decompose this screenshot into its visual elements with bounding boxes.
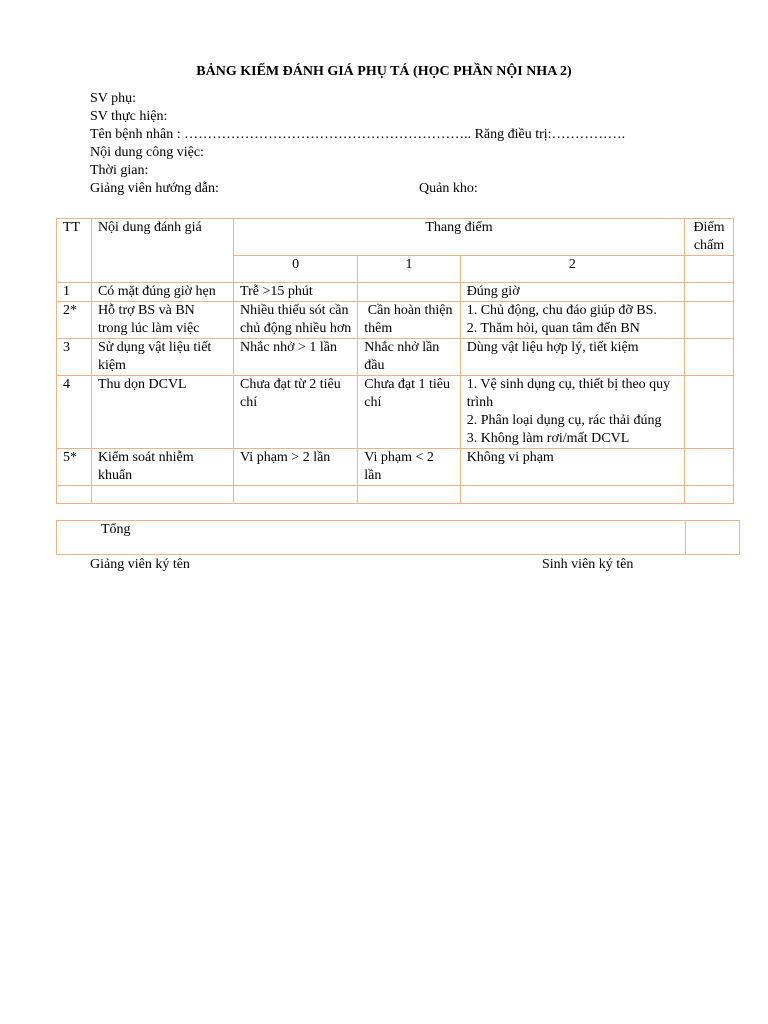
row-score-0: Nhắc nhở > 1 lần <box>234 339 358 376</box>
storekeeper-field: Quản kho: <box>419 181 478 196</box>
empty-cell <box>57 486 92 504</box>
evaluation-table <box>56 218 734 504</box>
table-row <box>57 302 734 339</box>
row-score-1: Nhắc nhở lần đầu <box>358 339 460 376</box>
header-score-0: 0 <box>234 256 358 283</box>
sv-phu-field: SV phụ: <box>90 91 137 106</box>
document-title: BẢNG KIẾM ĐÁNH GIÁ PHỤ TÁ (HỌC PHẦN NỘI NHA 2) <box>196 64 572 79</box>
sv-thuc-hien-field: SV thực hiện: <box>90 109 168 124</box>
lecturer-row <box>90 180 730 198</box>
row-grade-cell[interactable] <box>685 449 734 486</box>
empty-cell <box>358 486 460 504</box>
header-scale: Thang điểm <box>234 219 685 256</box>
row-score-2: Đúng giờ <box>460 283 684 302</box>
table-row <box>57 449 734 486</box>
total-label: Tổng <box>101 522 131 537</box>
empty-cell <box>460 486 684 504</box>
row-tt: 3 <box>57 339 92 376</box>
table-row <box>57 339 734 376</box>
row-score-1 <box>358 283 460 302</box>
lecturer-field: Giảng viên hướng dẫn: <box>90 181 219 196</box>
row-content: Sử dụng vật liệu tiết kiệm <box>91 339 233 376</box>
patient-name-field: Tên bệnh nhân : …………………………………………………….. Răng điều trị:……………. <box>90 127 626 142</box>
row-score-1: Cần hoàn thiện thêm <box>358 302 460 339</box>
row-score-0: Trễ >15 phút <box>234 283 358 302</box>
header-score-2: 2 <box>460 256 684 283</box>
work-content-field: Nội dung công việc: <box>90 145 204 160</box>
lecturer-signature-label: Giảng viên ký tên <box>90 557 190 572</box>
row-tt: 1 <box>57 283 92 302</box>
row-content: Thu dọn DCVL <box>91 376 233 449</box>
header-row <box>57 219 734 256</box>
empty-cell <box>91 486 233 504</box>
row-grade-cell[interactable] <box>685 339 734 376</box>
time-field: Thời gian: <box>90 163 149 178</box>
header-content: Nội dung đánh giá <box>91 219 233 283</box>
row-score-1: Vi phạm < 2 lần <box>358 449 460 486</box>
row-tt: 5* <box>57 449 92 486</box>
empty-cell <box>685 486 734 504</box>
row-score-2: Không vi phạm <box>460 449 684 486</box>
row-score-2: Dùng vật liệu hợp lý, tiết kiệm <box>460 339 684 376</box>
row-score-2: 1. Vệ sinh dụng cụ, thiết bị theo quy trình 2. Phân loại dụng cụ, rác thải đúng 3. Không làm rơi/mất DCVL <box>460 376 684 449</box>
row-grade-cell[interactable] <box>685 376 734 449</box>
row-score-0: Chưa đạt từ 2 tiêu chí <box>234 376 358 449</box>
info-block <box>90 90 730 198</box>
total-divider <box>685 521 686 554</box>
table-row <box>57 376 734 449</box>
row-score-1: Chưa đạt 1 tiêu chí <box>358 376 460 449</box>
row-score-0: Nhiều thiếu sót cần chủ động nhiều hơn <box>234 302 358 339</box>
header-score: Điểm chấm <box>685 219 734 256</box>
row-score-2: 1. Chủ động, chu đáo giúp đỡ BS. 2. Thăm hỏi, quan tâm đến BN <box>460 302 684 339</box>
empty-cell <box>234 486 358 504</box>
empty-row <box>57 486 734 504</box>
row-grade-cell[interactable] <box>685 302 734 339</box>
header-tt: TT <box>57 219 92 283</box>
row-tt: 2* <box>57 302 92 339</box>
table-row <box>57 283 734 302</box>
total-row <box>56 520 740 555</box>
row-grade-cell[interactable] <box>685 283 734 302</box>
header-score-blank <box>685 256 734 283</box>
row-content: Kiểm soát nhiễm khuẩn <box>91 449 233 486</box>
row-tt: 4 <box>57 376 92 449</box>
row-score-0: Vi phạm > 2 lần <box>234 449 358 486</box>
row-content: Có mặt đúng giờ hẹn <box>91 283 233 302</box>
row-content: Hỗ trợ BS và BN trong lúc làm việc <box>91 302 233 339</box>
header-score-1: 1 <box>358 256 460 283</box>
student-signature-label: Sinh viên ký tên <box>542 557 634 572</box>
